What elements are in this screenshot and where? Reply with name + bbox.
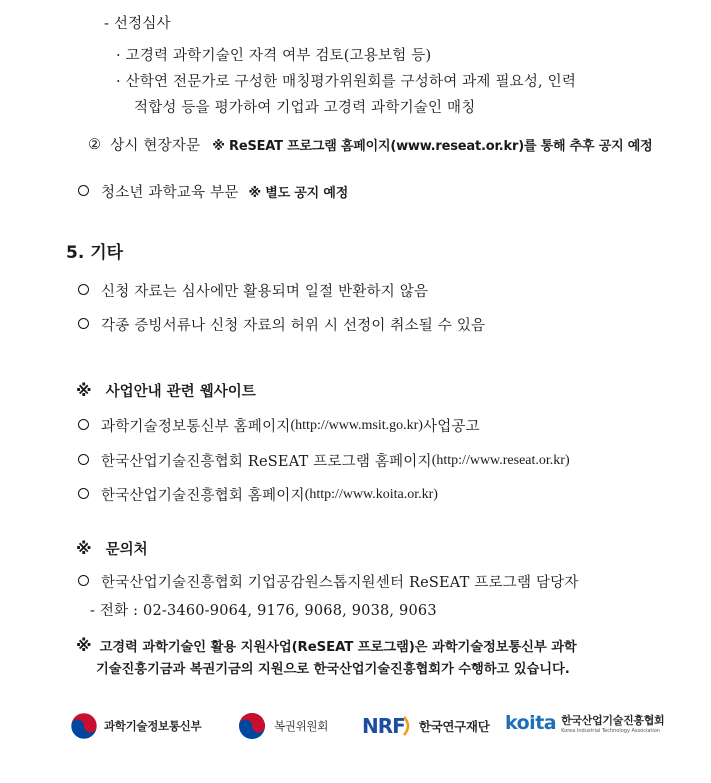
youth-label: 청소년 과학교육 부문 (101, 185, 239, 201)
footer-note-line2: 기술진흥기금과 복권기금의 지원으로 한국산업기술진흥협회가 수행하고 있습니다. (96, 662, 570, 677)
selection-review-item: · 고경력 과학기술인 자격 여부 검토(고용보험 등) (116, 48, 432, 64)
website-link[interactable]: (http://www.msit.go.kr) (290, 417, 423, 433)
msit-logo (70, 712, 201, 740)
etc-item-text: 각종 증빙서류나 신청 자료의 허위 시 선정이 취소될 수 있음 (101, 318, 486, 334)
circle-bullet-icon (78, 419, 89, 430)
website-name: 한국산업기술진흥협회 ReSEAT 프로그램 홈페이지 (101, 454, 432, 470)
contact-line: 한국산업기술진흥협회 기업공감원스톱지원센터 ReSEAT 프로그램 담당자 (101, 575, 579, 591)
website-link[interactable]: (http://www.reseat.or.kr) (431, 452, 570, 468)
footer-note-text: 고경력 과학기술인 활용 지원사업(ReSEAT 프로그램)은 과학기술정보통신부 과학 (99, 640, 577, 655)
contact-line-row (78, 571, 579, 592)
website-suffix: 사업공고 (422, 419, 480, 435)
websites-heading-row (76, 380, 256, 401)
websites-heading: 사업안내 관련 웹사이트 (105, 384, 256, 400)
regular-consult-note: ※ ReSEAT 프로그램 홈페이지(www.reseat.or.kr)를 통해 추후 공지 예정 (212, 139, 653, 154)
website-name: 과학기술정보통신부 홈페이지 (101, 419, 291, 435)
contact-heading: 문의처 (105, 542, 148, 558)
nrf-mark: NRF (362, 714, 405, 738)
circle-bullet-icon (78, 454, 89, 465)
circle-bullet-icon (78, 284, 89, 295)
selection-review-title: - 선정심사 (104, 16, 171, 32)
regular-consult-row (88, 134, 652, 155)
footer-note-line1 (76, 636, 577, 655)
selection-review-item: · 산학연 전문가로 구성한 매칭평가위원회를 구성하여 과제 필요성, 인력 (116, 74, 577, 90)
nrf-swoosh-icon (403, 715, 413, 737)
contact-heading-row (76, 538, 148, 559)
msit-logo-text: 과학기술정보통신부 (104, 719, 202, 733)
koita-logo (505, 712, 664, 734)
circle-bullet-icon (78, 575, 89, 586)
koita-mark: koita (505, 712, 557, 734)
etc-item (78, 280, 428, 301)
koita-logo-text: 한국산업기술진흥협회 (561, 714, 665, 727)
regular-consult-label: 상시 현장자문 (110, 138, 201, 154)
circle-bullet-icon (78, 318, 89, 329)
website-link[interactable]: (http://www.koita.or.kr) (304, 486, 438, 502)
regular-consult-marker: ② (88, 136, 102, 153)
website-item (78, 450, 570, 471)
reference-mark-icon: ※ (76, 381, 92, 400)
lottery-logo-text: 복권위원회 (274, 719, 329, 733)
reference-mark-icon: ※ (76, 539, 92, 558)
nrf-logo-text: 한국연구재단 (418, 719, 490, 734)
contact-phone: - 전화 : 02-3460-9064, 9176, 9068, 9038, 9063 (90, 603, 437, 619)
lottery-logo (238, 712, 328, 740)
koita-logo-english: Korea Industrial Technology Association (561, 728, 660, 734)
etc-heading: 5. 기타 (66, 243, 124, 263)
sponsor-logos (0, 708, 711, 744)
website-item (78, 484, 438, 505)
youth-note: ※ 별도 공지 예정 (248, 186, 349, 201)
youth-row (78, 181, 348, 202)
taeguk-icon (70, 712, 98, 740)
etc-item-text: 신청 자료는 심사에만 활용되며 일절 반환하지 않음 (101, 284, 429, 300)
selection-review-item: 적합성 등을 평가하여 기업과 고경력 과학기술인 매칭 (134, 100, 476, 116)
taeguk-icon (238, 712, 266, 740)
reference-mark-icon: ※ (76, 636, 92, 655)
koita-logo-text-block (561, 712, 664, 734)
circle-bullet-icon (78, 185, 89, 196)
circle-bullet-icon (78, 488, 89, 499)
nrf-logo (362, 714, 489, 738)
website-item (78, 415, 480, 436)
website-name: 한국산업기술진흥협회 홈페이지 (101, 488, 305, 504)
etc-item (78, 314, 485, 335)
